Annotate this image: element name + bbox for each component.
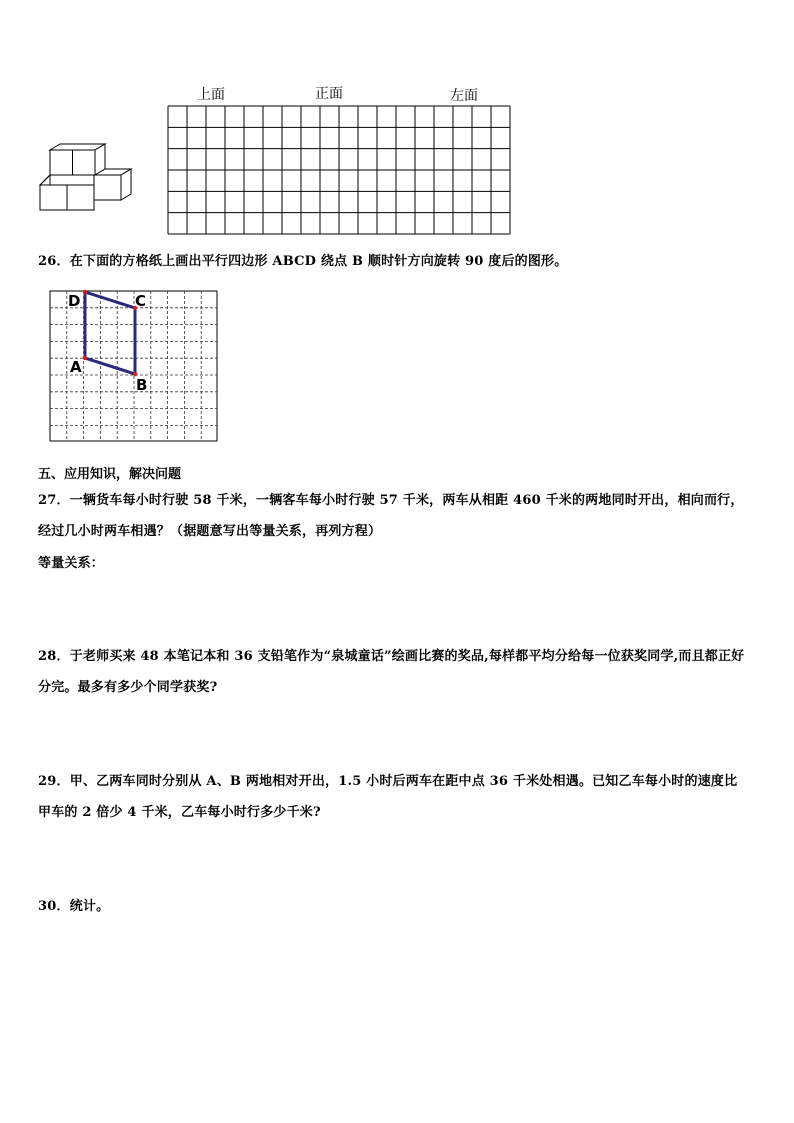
label-b: B (136, 376, 148, 394)
question-29-line1: 29．甲、乙两车同时分别从 A、B 两地相对开出，1.5 小时后两车在距中点 36 千米处相遇。已知乙车每小时的速度比 (38, 774, 738, 789)
question-26: 26．在下面的方格纸上画出平行四边形 ABCD 绕点 B 顺时针方向旋转 90 度后的图形。 (38, 254, 568, 269)
question-27-line2: 经过几小时两车相遇？（据题意写出等量关系，再列方程） (38, 524, 382, 539)
section-title: 五、应用知识，解决问题 (38, 467, 182, 482)
front-view-label: 正面 (315, 86, 343, 102)
views-drawing-grid[interactable] (168, 106, 510, 234)
top-view-label: 上面 (197, 87, 225, 103)
question-27-line1: 27．一辆货车每小时行驶 58 千米，一辆客车每小时行驶 57 千米，两车从相距 460 千米的两地同时开出，相向而行， (38, 493, 744, 508)
question-29-line2: 甲车的 2 倍少 4 千米，乙车每小时行多少千米? (38, 805, 321, 820)
label-a: A (70, 358, 82, 376)
vertex-a (83, 356, 87, 360)
question-28-line2: 分完。最多有多少个同学获奖? (38, 680, 218, 695)
label-d: D (68, 292, 81, 310)
question-27-line3: 等量关系： (38, 556, 105, 571)
rotation-grid[interactable] (49, 290, 219, 442)
left-view-label: 左面 (450, 88, 478, 104)
question-28-line1: 28．于老师买来 48 本笔记本和 36 支铅笔作为“泉城童话”绘画比赛的奖品,每样都平均分给每一位获奖同学,而且都正好 (38, 649, 745, 664)
vertex-d (83, 290, 87, 294)
parallelogram-abcd (85, 292, 135, 374)
label-c: C (135, 292, 147, 310)
question-30: 30．统计。 (38, 899, 110, 914)
cube-stack-figure (36, 140, 136, 220)
